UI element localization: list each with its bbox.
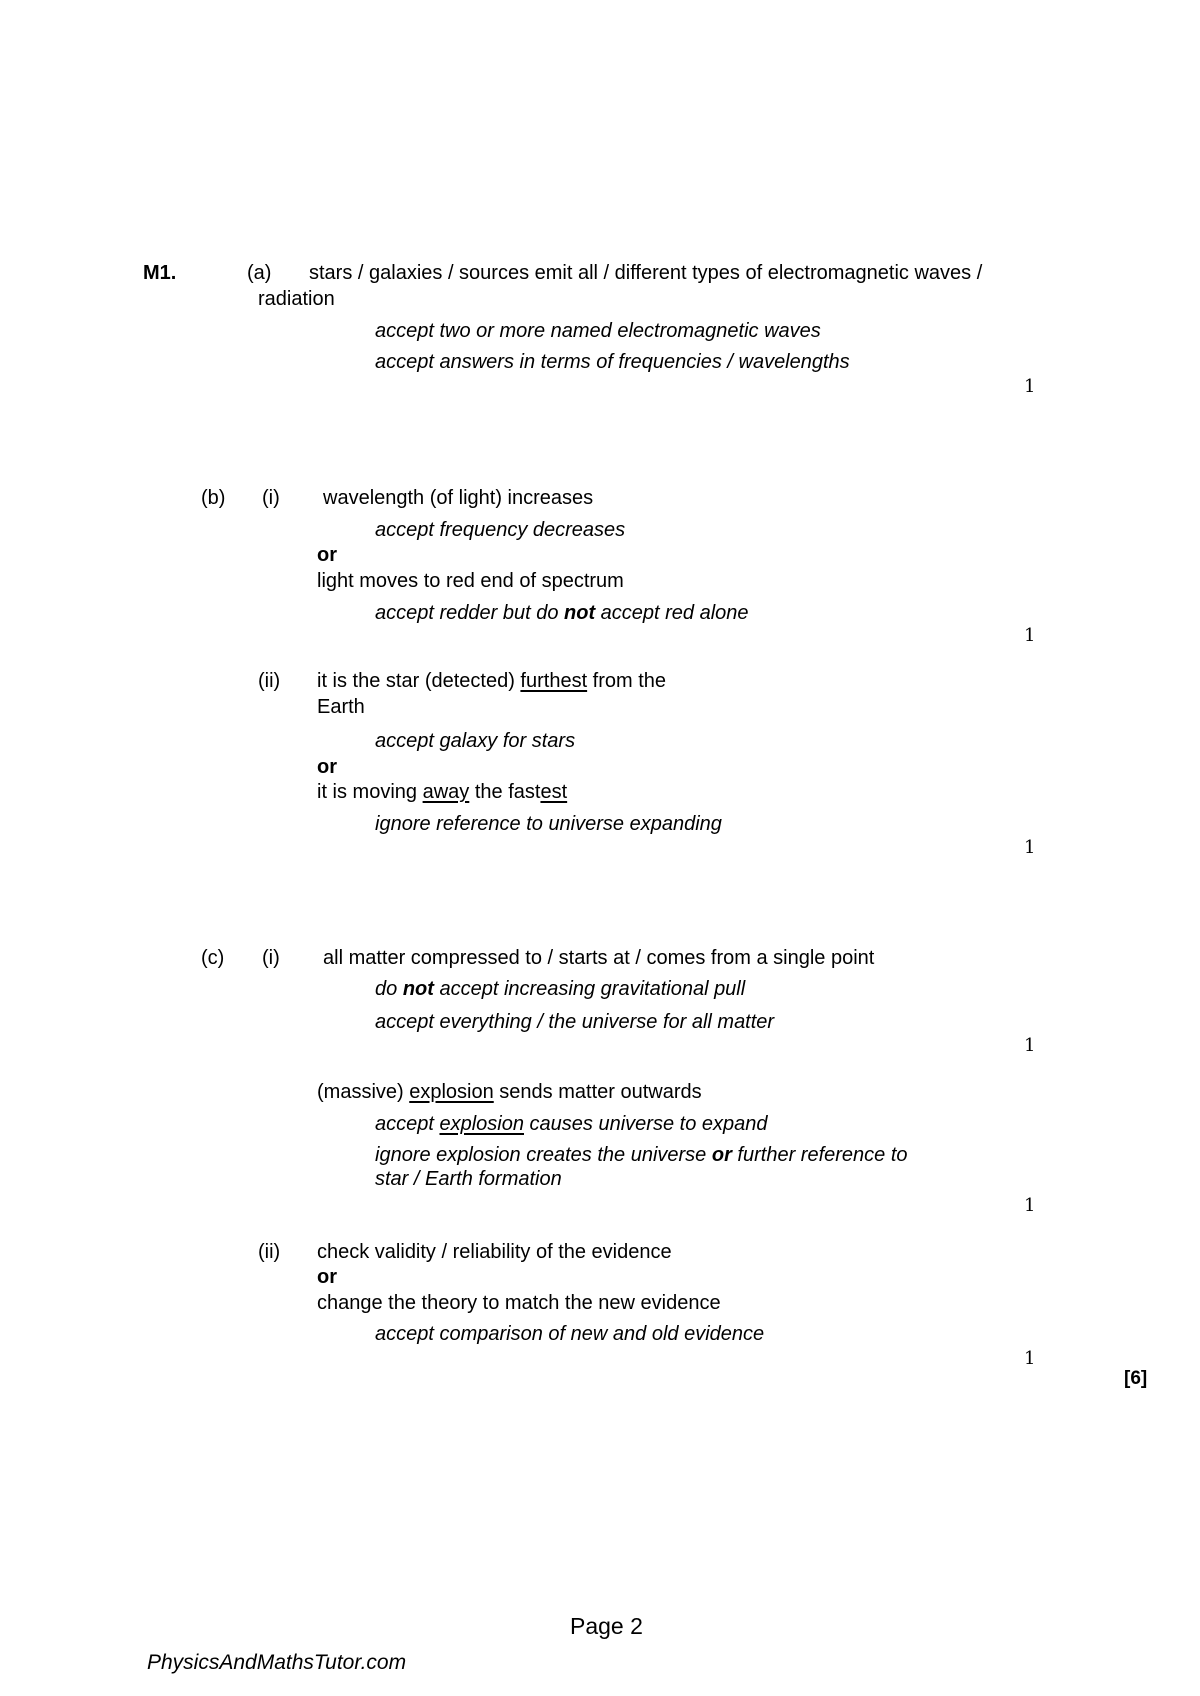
part-c-ii-or: or	[317, 1266, 337, 1288]
part-c-ii-alt-answer: change the theory to match the new evidence	[317, 1292, 721, 1314]
part-b-ii-answer: it is the star (detected) furthest from the	[317, 670, 667, 692]
part-b-ii-note-2: ignore reference to universe expanding	[375, 813, 722, 835]
part-b-ii-answer-line2: Earth	[317, 696, 365, 718]
part-a-note-1: accept two or more named electromagnetic waves	[375, 320, 821, 342]
part-c-i-answer: all matter compressed to / starts at / comes from a single point	[323, 947, 875, 969]
part-b-i-label: (i)	[262, 487, 280, 509]
part-c-ii-note-1: accept comparison of new and old evidence	[375, 1323, 765, 1345]
part-a-answer-line1: stars / galaxies / sources emit all / different types of electromagnetic waves /	[309, 262, 983, 284]
part-c-i-note-4: ignore explosion creates the universe or further reference to	[375, 1144, 908, 1166]
part-c-ii-mark: 1	[1024, 1348, 1036, 1369]
part-b-ii-mark: 1	[1024, 837, 1036, 858]
part-b-i-note-2: accept redder but do not accept red alone	[375, 602, 749, 624]
part-b-i-mark: 1	[1024, 625, 1036, 646]
part-c-i-answer-2: (massive) explosion sends matter outwards	[317, 1081, 702, 1103]
part-c-ii-label: (ii)	[258, 1241, 281, 1263]
part-c-i-mark-1: 1	[1024, 1035, 1036, 1056]
page-number: Page 2	[570, 1613, 643, 1639]
part-c-i-note-4-line2: star / Earth formation	[375, 1168, 562, 1190]
part-b-i-answer: wavelength (of light) increases	[323, 487, 594, 509]
part-c-i-note-3: accept explosion causes universe to expand	[375, 1113, 768, 1135]
part-b-i-alt-answer: light moves to red end of spectrum	[317, 570, 624, 592]
part-c-label: (c)	[201, 947, 225, 969]
part-c-i-note-1: do not accept increasing gravitational pull	[375, 978, 746, 1000]
part-b-ii-alt-answer: it is moving away the fastest	[317, 781, 568, 803]
part-b-ii-or: or	[317, 756, 337, 778]
footer-brand: PhysicsAndMathsTutor.com	[147, 1651, 407, 1674]
total-marks: [6]	[1124, 1368, 1148, 1389]
part-b-ii-label: (ii)	[258, 670, 281, 692]
part-a-label: (a)	[247, 262, 272, 284]
part-b-i-or: or	[317, 544, 337, 566]
part-b-ii-note-1: accept galaxy for stars	[375, 730, 576, 752]
part-c-ii-answer: check validity / reliability of the evidence	[317, 1241, 672, 1263]
question-number: M1.	[143, 262, 177, 284]
part-b-label: (b)	[201, 487, 226, 509]
part-c-i-label: (i)	[262, 947, 280, 969]
part-c-i-note-2: accept everything / the universe for all matter	[375, 1011, 775, 1033]
part-a-mark: 1	[1024, 376, 1036, 397]
part-a-answer-line2: radiation	[258, 288, 335, 310]
part-b-i-note-1: accept frequency decreases	[375, 519, 626, 541]
part-a-note-2: accept answers in terms of frequencies / wavelengths	[375, 351, 850, 373]
part-c-i-mark-2: 1	[1024, 1195, 1036, 1216]
